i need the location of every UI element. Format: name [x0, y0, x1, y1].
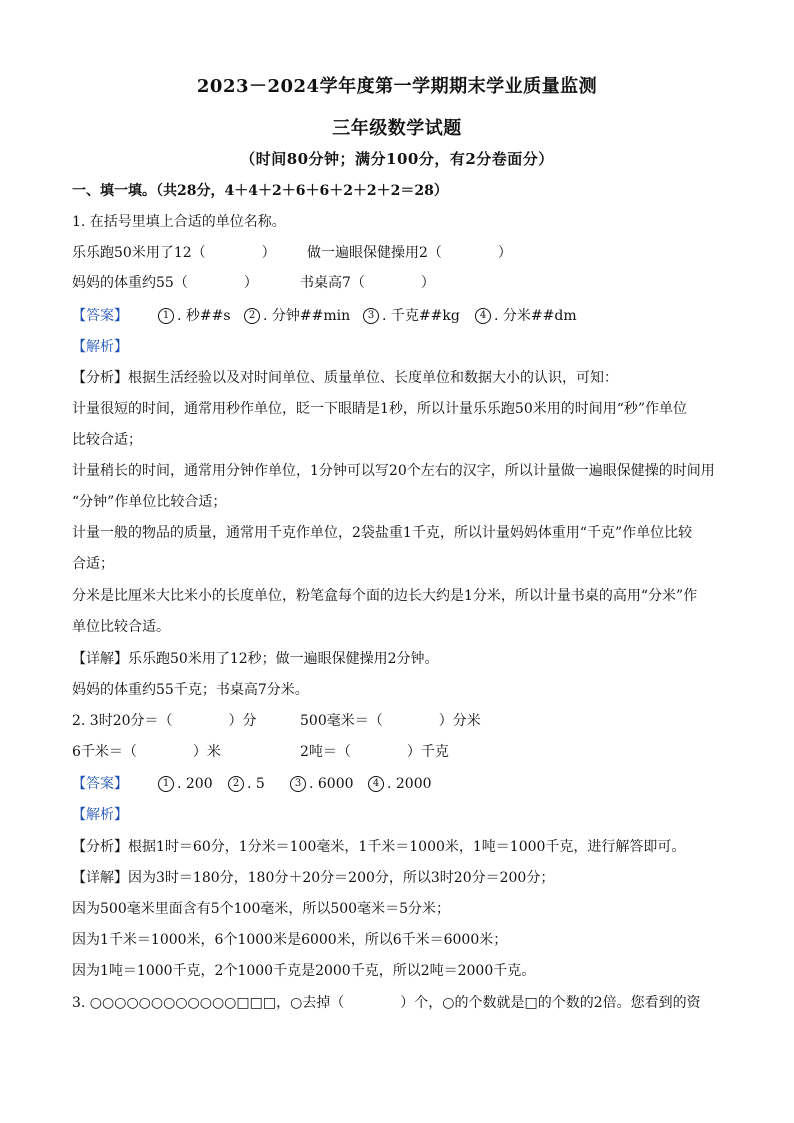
- q2-blank-b: 500毫米＝（ ）分米: [300, 713, 481, 729]
- q2-detail-line: 【详解】因为3时＝180分，180分＋20分＝200分，所以3时20分＝200分；: [72, 870, 555, 886]
- q1-answer-tag: 【答案】: [72, 308, 128, 324]
- q1-analysis-line: 【分析】根据生活经验以及对时间单位、质量单位、长度单位和数据大小的认识，可知：: [72, 370, 618, 386]
- q1-blank-a: 乐乐跑50米用了12（ ）: [72, 245, 276, 261]
- section-heading: 一、填一填。（共28分，4＋4＋2＋6＋6＋2＋2＋2＝28）: [72, 183, 448, 199]
- q1-analysis-line: 比较合适；: [72, 432, 142, 448]
- q1-analysis-line: 计量很短的时间，通常用秒作单位，眨一下眼睛是1秒，所以计量乐乐跑50米用的时间用“秒”作单位: [72, 401, 688, 417]
- q1-blank-b: 做一遍眼保健操用2（ ）: [307, 245, 512, 261]
- q2-answer-1: 1 . 200: [158, 774, 213, 794]
- q1-detail-line: 妈妈的体重约55千克；书桌高7分米。: [72, 682, 309, 698]
- q1-analysis-line: “分钟”作单位比较合适；: [72, 494, 227, 510]
- q2-detail-line: 因为500毫米里面含有5个100毫米，所以500毫米＝5分米；: [72, 901, 450, 917]
- q1-answer-1: 1 . 秒##s: [158, 306, 231, 326]
- q1-analysis-line: 计量一般的物品的质量，通常用千克作单位，2袋盐重1千克，所以计量妈妈体重用“千克”作单位比较: [72, 525, 693, 541]
- q2-answer-tag: 【答案】: [72, 776, 128, 792]
- q1-detail-line: 【详解】乐乐跑50米用了12秒；做一遍眼保健操用2分钟。: [72, 651, 439, 667]
- q1-answer-2: 2 . 分钟##min: [244, 306, 350, 326]
- q3-stem: 3. ○○○○○○○○○○○○□□□，○去掉（ ）个，○的个数就是□的个数的2倍。您看到的资: [72, 995, 701, 1011]
- q1-analysis-line: 单位比较合适。: [72, 619, 170, 635]
- q2-blank-c: 6千米＝（ ）米: [72, 744, 221, 760]
- q2-answer-4: 4 . 2000: [368, 774, 432, 794]
- q2-analysis-tag: 【解析】: [72, 807, 128, 823]
- q2-detail-line: 因为1吨＝1000千克，2个1000千克是2000千克，所以2吨＝2000千克。: [72, 963, 536, 979]
- exam-subtitle: 三年级数学试题: [332, 118, 462, 139]
- exam-title: 2023－2024学年度第一学期期末学业质量监测: [196, 76, 598, 97]
- q2-blank-d: 2吨＝（ ）千克: [300, 744, 449, 760]
- q2-analysis-line: 【分析】根据1时＝60分，1分米＝100毫米，1千米＝1000米，1吨＝1000千克，进行解答即可。: [72, 839, 686, 855]
- q1-analysis-line: 合适；: [72, 556, 114, 572]
- exam-note: （时间80分钟；满分100分，有2分卷面分）: [240, 150, 554, 168]
- q1-answer-3: 3 . 千克##kg: [363, 306, 460, 326]
- q1-analysis-line: 计量稍长的时间，通常用分钟作单位，1分钟可以写20个左右的汉字，所以计量做一遍眼保健操的时间用: [72, 463, 715, 479]
- q1-blank-c: 妈妈的体重约55（ ）: [72, 275, 258, 291]
- q2-blank-a: 2. 3时20分＝（ ）分: [72, 713, 257, 729]
- q1-analysis-tag: 【解析】: [72, 339, 128, 355]
- q1-analysis-line: 分米是比厘米大比米小的长度单位，粉笔盒每个面的边长大约是1分米，所以计量书桌的高用“分米”作: [72, 588, 698, 604]
- q2-answer-3: 3 . 6000: [290, 774, 354, 794]
- q1-answer-4: 4 . 分米##dm: [475, 306, 577, 326]
- q1-blank-d: 书桌高7（ ）: [300, 275, 435, 291]
- q2-answer-2: 2 . 5: [228, 774, 265, 794]
- q1-stem: 1. 在括号里填上合适的单位名称。: [72, 214, 286, 230]
- q2-detail-line: 因为1千米＝1000米，6个1000米是6000米，所以6千米＝6000米；: [72, 932, 508, 948]
